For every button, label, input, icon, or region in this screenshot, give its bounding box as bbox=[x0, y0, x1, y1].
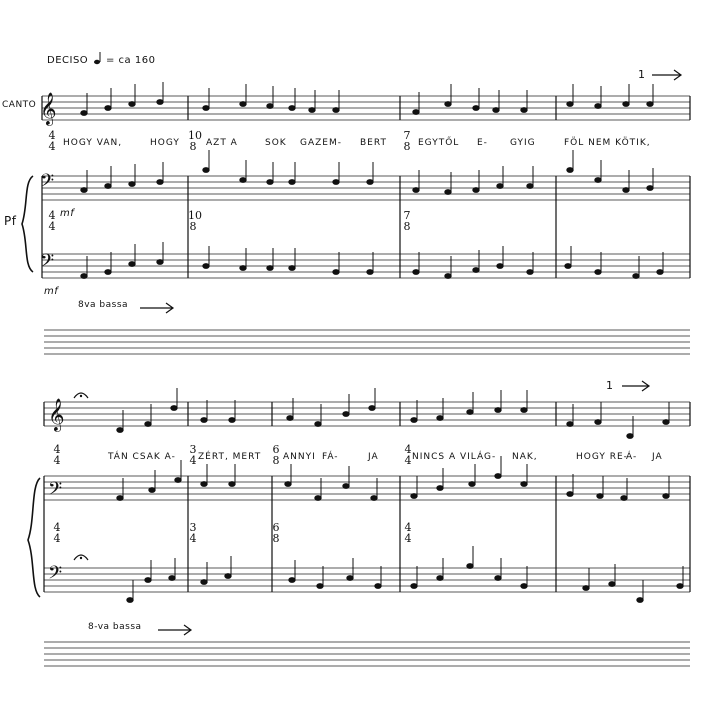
note-head bbox=[567, 492, 573, 497]
note-head bbox=[521, 584, 527, 589]
lyric-syllable: EGYTŐL bbox=[418, 138, 460, 148]
time-signature: 4 4 bbox=[53, 521, 61, 545]
lyric-syllable: E- bbox=[477, 138, 488, 148]
note-head bbox=[81, 111, 87, 116]
note-head bbox=[171, 406, 177, 411]
treble-clef-icon: 𝄞 bbox=[40, 92, 57, 125]
note-head bbox=[203, 106, 209, 111]
tempo-value: = ca 160 bbox=[106, 55, 156, 66]
time-signature: 4 4 bbox=[404, 443, 412, 467]
note-head bbox=[315, 496, 321, 501]
note-head bbox=[473, 188, 479, 193]
bass-clef-icon: 𝄢 bbox=[48, 479, 63, 504]
time-signature: 4 4 bbox=[48, 129, 56, 153]
note-head bbox=[105, 184, 111, 189]
staff-lines bbox=[42, 96, 690, 666]
note-head bbox=[127, 598, 133, 603]
note-head bbox=[497, 264, 503, 269]
lyric-syllable: SOK bbox=[265, 138, 287, 148]
lyric-syllable: GAZEM- bbox=[300, 138, 342, 148]
note-head bbox=[285, 482, 291, 487]
note-head bbox=[367, 180, 373, 185]
note-head bbox=[527, 184, 533, 189]
note-head bbox=[623, 188, 629, 193]
note-head bbox=[467, 410, 473, 415]
note-head bbox=[627, 434, 633, 439]
note-head bbox=[473, 106, 479, 111]
note-head bbox=[229, 418, 235, 423]
note-head bbox=[469, 482, 475, 487]
note-head bbox=[203, 168, 209, 173]
note-head bbox=[267, 266, 273, 271]
note-head bbox=[663, 420, 669, 425]
note-head bbox=[201, 418, 207, 423]
lyric-syllable: ZÉRT, MERT bbox=[198, 452, 262, 462]
note-head bbox=[117, 428, 123, 433]
note-head bbox=[129, 262, 135, 267]
note-head bbox=[145, 578, 151, 583]
note-head bbox=[229, 482, 235, 487]
lyric-syllable: AZT A bbox=[206, 138, 238, 148]
piano-part-label: Pf bbox=[4, 214, 17, 228]
note-head bbox=[343, 484, 349, 489]
cue-marker: 1 bbox=[606, 379, 614, 392]
lyric-syllable: Á- bbox=[626, 452, 638, 462]
note-head bbox=[647, 102, 653, 107]
note-head bbox=[413, 270, 419, 275]
lyric-syllable: HOGY RE- bbox=[576, 452, 628, 462]
note-head bbox=[157, 180, 163, 185]
lyric-syllable: JA bbox=[652, 452, 663, 462]
time-signature: 4 4 bbox=[48, 209, 56, 233]
note-head bbox=[411, 418, 417, 423]
time-signature: 3 4 bbox=[189, 443, 197, 467]
octave-arrow-icon bbox=[140, 303, 173, 313]
note-head bbox=[157, 100, 163, 105]
bass-clef-icon: 𝄢 bbox=[40, 251, 55, 276]
note-head bbox=[81, 274, 87, 279]
note-head bbox=[637, 598, 643, 603]
note-head bbox=[437, 416, 443, 421]
note-head bbox=[129, 182, 135, 187]
note-head bbox=[129, 102, 135, 107]
note-head bbox=[369, 406, 375, 411]
note-head bbox=[595, 104, 601, 109]
time-signature: 6 8 bbox=[272, 521, 280, 545]
time-signature: 7 8 bbox=[403, 129, 411, 153]
note-head bbox=[521, 408, 527, 413]
note-head bbox=[677, 584, 683, 589]
note-head bbox=[495, 474, 501, 479]
lyric-syllable: BERT bbox=[360, 138, 387, 148]
note-head bbox=[413, 110, 419, 115]
time-signature: 6 8 bbox=[272, 443, 280, 467]
fermata-dot bbox=[80, 557, 82, 559]
time-signature: 4 4 bbox=[53, 443, 61, 467]
octave-instruction: 8-va bassa bbox=[88, 622, 142, 632]
note-head bbox=[527, 270, 533, 275]
note-head bbox=[567, 422, 573, 427]
note-head bbox=[497, 184, 503, 189]
quarter-note-icon bbox=[94, 52, 100, 64]
note-head bbox=[289, 180, 295, 185]
note-head bbox=[595, 270, 601, 275]
note-head bbox=[493, 108, 499, 113]
fermata-dot bbox=[80, 395, 82, 397]
note-head bbox=[467, 564, 473, 569]
note-head bbox=[309, 108, 315, 113]
note-head bbox=[583, 586, 589, 591]
time-signature: 7 8 bbox=[403, 209, 411, 233]
cue-marker: 1 bbox=[638, 68, 646, 81]
lyric-syllable: HOGY VAN, bbox=[63, 138, 123, 148]
note-head bbox=[267, 180, 273, 185]
note-head bbox=[445, 190, 451, 195]
cue-arrow-icon bbox=[622, 381, 649, 391]
note-head bbox=[411, 584, 417, 589]
note-head bbox=[347, 576, 353, 581]
note-head bbox=[203, 264, 209, 269]
note-head bbox=[169, 576, 175, 581]
piano-brace-icon bbox=[22, 176, 33, 272]
note-head bbox=[375, 584, 381, 589]
octave-instruction: 8va bassa bbox=[78, 300, 129, 310]
note-head bbox=[413, 188, 419, 193]
note-head bbox=[623, 102, 629, 107]
note-head bbox=[567, 168, 573, 173]
note-head bbox=[117, 496, 123, 501]
note-head bbox=[437, 576, 443, 581]
lyric-syllable: FÁ- bbox=[322, 452, 339, 462]
note-head bbox=[289, 578, 295, 583]
time-signature: 10 8 bbox=[188, 209, 202, 233]
dynamic-marking: mf bbox=[60, 208, 75, 219]
note-head bbox=[149, 488, 155, 493]
note-head bbox=[333, 108, 339, 113]
note-head bbox=[521, 108, 527, 113]
note-head bbox=[495, 408, 501, 413]
barlines bbox=[42, 96, 690, 592]
cue-arrow-icon bbox=[652, 70, 681, 80]
dynamic-marking: mf bbox=[44, 286, 59, 297]
note-head bbox=[317, 584, 323, 589]
piano-brace-icon bbox=[28, 478, 40, 597]
note-head bbox=[343, 412, 349, 417]
note-head bbox=[609, 582, 615, 587]
note-head bbox=[240, 266, 246, 271]
octave-arrow-icon bbox=[158, 625, 191, 635]
note-head bbox=[647, 186, 653, 191]
note-head bbox=[657, 270, 663, 275]
note-head bbox=[145, 422, 151, 427]
lyric-syllable: NAK, bbox=[512, 452, 538, 462]
note-head bbox=[445, 102, 451, 107]
note-head bbox=[521, 482, 527, 487]
note-head bbox=[595, 178, 601, 183]
note-head bbox=[333, 270, 339, 275]
lyric-syllable: TÁN CSAK A- bbox=[108, 452, 176, 462]
lyric-syllable: GYIG bbox=[510, 138, 536, 148]
note-head bbox=[663, 494, 669, 499]
treble-clef-icon: 𝄞 bbox=[48, 398, 65, 431]
note-head bbox=[240, 102, 246, 107]
voice-part-label: CANTO bbox=[2, 100, 37, 110]
lyric-syllable: HOGY bbox=[150, 138, 180, 148]
lyric-syllable: JA bbox=[368, 452, 379, 462]
note-head bbox=[595, 420, 601, 425]
time-signature: 4 4 bbox=[404, 521, 412, 545]
lyric-syllable: NINCS A VILÁG- bbox=[412, 452, 497, 462]
note-head bbox=[105, 270, 111, 275]
note-head bbox=[437, 486, 443, 491]
note-head bbox=[201, 580, 207, 585]
time-signature: 3 4 bbox=[189, 521, 197, 545]
note-head bbox=[473, 268, 479, 273]
note-head bbox=[567, 102, 573, 107]
note-head bbox=[565, 264, 571, 269]
note-head bbox=[371, 496, 377, 501]
note-head bbox=[445, 274, 451, 279]
note-head bbox=[225, 574, 231, 579]
bass-clef-icon: 𝄢 bbox=[48, 563, 63, 588]
tempo-marking: DECISO bbox=[47, 55, 89, 66]
note-head bbox=[367, 270, 373, 275]
note-head bbox=[81, 188, 87, 193]
note-head bbox=[175, 478, 181, 483]
note-head bbox=[411, 494, 417, 499]
note-head bbox=[201, 482, 207, 487]
note-head bbox=[267, 104, 273, 109]
note-head bbox=[597, 494, 603, 499]
bass-clef-icon: 𝄢 bbox=[40, 171, 55, 196]
time-signature: 10 8 bbox=[188, 129, 202, 153]
lyric-syllable: FÖL NEM KÖTIK, bbox=[564, 138, 651, 148]
note-head bbox=[240, 178, 246, 183]
note-head bbox=[621, 496, 627, 501]
note-head bbox=[333, 180, 339, 185]
lyric-syllable: ANNYI bbox=[283, 452, 316, 462]
note-head bbox=[105, 106, 111, 111]
note-head bbox=[495, 576, 501, 581]
note-head bbox=[289, 266, 295, 271]
note-head bbox=[287, 416, 293, 421]
note-head bbox=[633, 274, 639, 279]
note-head bbox=[157, 260, 163, 265]
note-head bbox=[315, 422, 321, 427]
note-head bbox=[289, 106, 295, 111]
